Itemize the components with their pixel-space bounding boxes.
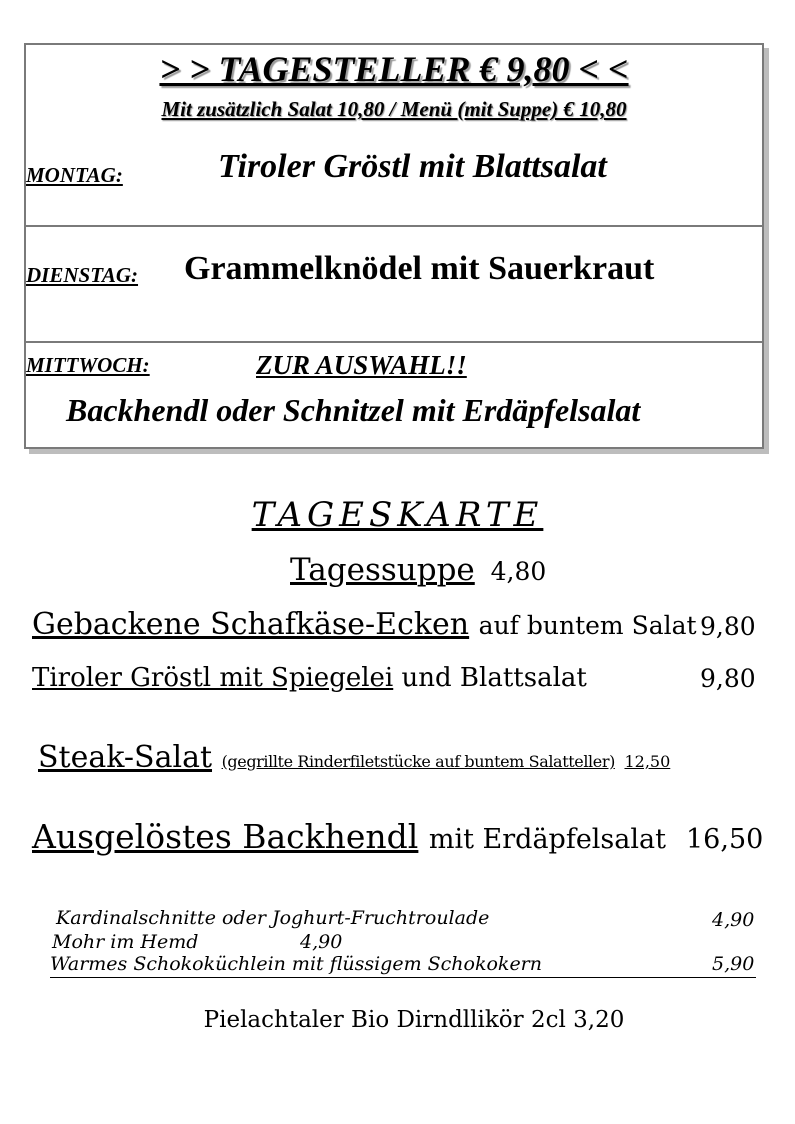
dessert-name: Warmes Schokoküchlein mit flüssigem Schokokern bbox=[50, 953, 543, 975]
menu-item-name: Ausgelöstes Backhendl bbox=[32, 817, 419, 856]
soup-name: Tagessuppe bbox=[290, 552, 475, 588]
tuesday-dish: Grammelknödel mit Sauerkraut bbox=[184, 250, 655, 287]
menu-item-price: 12,50 bbox=[624, 752, 671, 771]
daily-menu-title: TAGESKARTE bbox=[251, 495, 544, 535]
dessert-item: Kardinalschnitte oder Joghurt-Fruchtroulade bbox=[56, 907, 490, 929]
drink-line: Pielachtaler Bio Dirndllikör 2cl 3,20 bbox=[203, 1007, 625, 1033]
divider bbox=[26, 341, 762, 343]
menu-item-desc: auf buntem Salat bbox=[478, 611, 697, 640]
wednesday-label: MITTWOCH: bbox=[26, 353, 150, 377]
menu-item-price: 9,80 bbox=[700, 612, 756, 641]
wednesday-note: ZUR AUSWAHL!! bbox=[256, 350, 467, 380]
menu-item-name: Tiroler Gröstl mit Spiegelei bbox=[32, 663, 394, 693]
menu-item-name: Steak-Salat bbox=[38, 740, 213, 775]
daily-plate-subtitle: Mit zusätzlich Salat 10,80 / Menü (mit Suppe) € 10,80 bbox=[161, 97, 627, 121]
divider bbox=[26, 225, 762, 227]
soup-price: 4,80 bbox=[490, 557, 547, 586]
dessert-price: 4,90 bbox=[300, 931, 343, 953]
monday-dish: Tiroler Gröstl mit Blattsalat bbox=[218, 148, 607, 185]
wednesday-dish: Backhendl oder Schnitzel mit Erdäpfelsalat bbox=[66, 392, 641, 428]
monday-label: MONTAG: bbox=[26, 163, 123, 187]
tuesday-label: DIENSTAG: bbox=[26, 263, 139, 287]
menu-item-desc: und Blattsalat bbox=[401, 663, 587, 693]
soup-row bbox=[290, 550, 546, 592]
daily-plate-title: > > TAGESTELLER € 9,80 < < bbox=[159, 49, 629, 89]
dessert-price: 5,90 bbox=[712, 953, 755, 975]
daily-plate-box bbox=[24, 43, 764, 449]
menu-item-desc: mit Erdäpfelsalat bbox=[428, 824, 666, 855]
menu-item-price: 9,80 bbox=[700, 664, 756, 693]
dessert-item: Mohr im Hemd bbox=[52, 931, 199, 953]
dessert-price: 4,90 bbox=[712, 909, 755, 931]
menu-item bbox=[32, 660, 587, 696]
dessert-item bbox=[50, 951, 756, 978]
menu-item bbox=[32, 605, 697, 646]
menu-item-name: Gebackene Schafkäse-Ecken bbox=[32, 607, 470, 642]
menu-item bbox=[38, 738, 670, 782]
menu-item-price: 16,50 bbox=[686, 824, 764, 855]
menu-item-desc: (gegrillte Rinderfiletstücke auf buntem Salatteller) bbox=[221, 752, 615, 771]
menu-item bbox=[32, 815, 666, 862]
